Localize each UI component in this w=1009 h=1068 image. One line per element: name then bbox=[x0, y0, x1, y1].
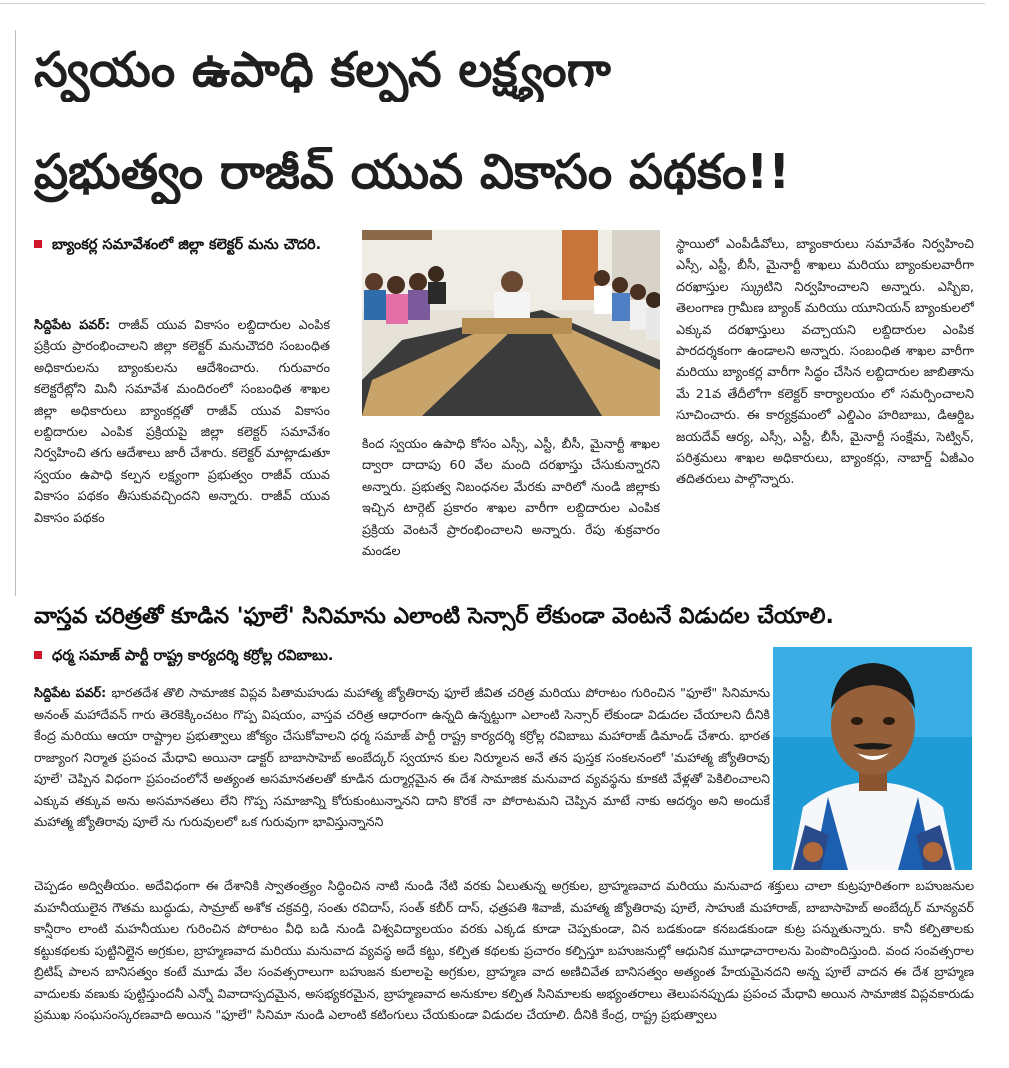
article1-col3-text: స్థాయిలో ఎంపీడీవోలు, బ్యాంకారులు సమావేశం నిర్వహించి ఎస్సీ, ఎస్టీ, బీసీ, మైనార్టీ శాఖలు మరియు బ్యాంకులవారీగా దరఖాస్తుల స్క్రుటిని నిర్వహించాలని అన్నారు. ఎస్బిఐ, తెలంగాణ గ్రామీణ బ్యాంక్ మరియు యూనియన్ బ్యాంకులలో ఎక్కువ దరఖాస్తులు వచ్చాయని లబ్దిదారుల ఎంపిక పారదర్శకంగా ఉండాలని అన్నారు. సంబంధిత శాఖల వారీగా మరియు బ్యాంకర్ల వారీగా సిద్ధం చేసిన లబ్దిదారుల జాబితాను మే 21వ తేదీలోగా కలెక్టర్ కార్యాలయం లో సమర్పించాలని సూచించారు. ఈ కార్యక్రమంలో ఎల్డిఎం హరిబాబు, డిఆర్డిఒ జయదేవ్ ఆర్య, ఎస్సీ, ఎస్టీ, బీసీ, మైనార్టీ సంక్షేమ, సెట్విన్, పరిశ్రమలు శాఖల అధికారులు, బ్యాంకర్లు, నాబార్డ్ ఏజీఎం తదితరులు పాల్గొన్నారు. bbox=[676, 237, 974, 488]
article2-body1-text: భారతదేశ తొలి సామాజిక విప్లవ పితామహుడు మహాత్మ జ్యోతిరావు ఫూలే జీవిత చరిత్ర మరియు పోరాటం గురించిన "ఫూలే" సినిమాను అనంత్ మహాదేవన్ గారు తెరకెక్కించటం గొప్ప విషయం, వాస్తవ చరిత్ర ఆధారంగా ఉన్నది ఉన్నట్టుగా ఎలాంటి సెన్సార్ లేకుండా విడుదల చేయాలని దీనికి కేంద్ర మరియు ఆయా రాష్ట్రాల ప్రభుత్వాలు జోక్యం చేసుకోవాలని ధర్మ సమాజ్ పార్టీ రాష్ట్ర కార్యదర్శి కర్రోల్ల రవిబాబు మహారాజ్ డిమాండ్ చేశారు. భారత రాజ్యాంగ నిర్మాత ప్రపంచ మేధావి అయినా డాక్టర్ బాబాసాహెబ్ అంబేద్కర్ స్వయాన కుల నిర్మూలన అనే తన పుస్తక సంకలనంలో 'మహాత్మ జ్యోతిరావు పూలే' చెప్పిన విధంగా ప్రపంచంలోనే అత్యంత అసమానతలతో కూడిన దుర్మార్గమైన ఈ దేశ సామాజిక మనువాద వ్యవస్థను కూకటి వేళ్లతో పెకిలించాలని ఎక్కువ తక్కువ అను అసమానతలు లేని గొప్ప సమాజాన్ని కోరుకుంటున్నానని దాని కొరకే నా పోరాటమని చెప్పిన మాటే నాకు ఆదర్శం అని అందుకే మహాత్మ జ్యోతిరావు పూలే ను గురువులలో ఒక గురువుగా భావిస్తున్నానని bbox=[34, 685, 770, 829]
article1-column-2 bbox=[362, 434, 660, 576]
article2-body-part-2 bbox=[34, 875, 974, 1065]
article1-bullet bbox=[34, 234, 334, 256]
dateline: సిద్దిపేట పవర్ bbox=[34, 685, 102, 700]
article1-col1-text: రాజీవ్ యువ వికాసం లబ్దిదారుల ఎంపిక ప్రక్రియ ప్రారంభించాలని జిల్లా కలెక్టర్ మనుచౌదరి సంబంధిత అధికారులను బ్యాంకులను ఆదేశించారు. గురువారం కలెక్టరేట్లోని మినీ సమావేశ మందిరంలో సంబంధిత శాఖల జిల్లా అధికారులు బ్యాంకర్లతో రాజీవ్ యువ వికాసం లబ్దిదారుల ఎంపిక ప్రక్రియపై జిల్లా కలెక్టర్ సమావేశం నిర్వహించి తగు ఆదేశాలు జారీ చేశారు. కలెక్టర్ మాట్లాడుతూ స్వయం ఉపాధి కల్పన లక్ష్యంగా ప్రభుత్వం రాజీవ్ యువ వికాసం పథకం తీసుకువచ్చిందని అన్నారు. రాజీవ్ యువ వికాసం పథకం bbox=[34, 318, 330, 526]
meeting-photo bbox=[362, 230, 660, 416]
article1-bullet-text: బ్యాంకర్ల సమావేశంలో జిల్లా కలెక్టర్ మను చౌదరి. bbox=[52, 237, 322, 253]
article2-bullet bbox=[34, 645, 734, 667]
portrait-photo bbox=[773, 647, 972, 870]
column-rule bbox=[15, 30, 16, 596]
dateline: సిద్దిపేట పవర్ bbox=[34, 318, 105, 333]
article2-bullet-text: ధర్మ సమాజ్ పార్టీ రాష్ట్ర కార్యదర్శి కర్రోల్ల రవిబాబు. bbox=[52, 648, 334, 664]
article2-body-part-1: సిద్దిపేట పవర్: భారతదేశ తొలి సామాజిక విప్లవ పితామహుడు మహాత్మ జ్యోతిరావు ఫూలే జీవిత చరిత్ర మరియు పోరాటం గురించిన "ఫూలే" సినిమాను అనంత్ మహాదేవన్ గారు తెరకెక్కించటం గొప్ప విషయం, వాస్తవ చరిత్ర ఆధారంగా ఉన్నది ఉన్నట్టుగా ఎలాంటి సెన్సార్ లేకుండా విడుదల చేయాలని దీనికి కేంద్ర మరియు ఆయా రాష్ట్రాల ప్రభుత్వాలు జోక్యం చేసుకోవాలని ధర్మ సమాజ్ పార్టీ రాష్ట్ర కార్యదర్శి కర్రోల్ల రవిబాబు మహారాజ్ డిమాండ్ చేశారు. భారత రాజ్యాంగ నిర్మాత ప్రపంచ మేధావి అయినా డాక్టర్ బాబాసాహెబ్ అంబేద్కర్ స్వయాన కుల నిర్మూలన అనే తన పుస్తక సంకలనంలో 'మహాత్మ జ్యోతిరావు పూలే' చెప్పిన విధంగా ప్రపంచంలోనే అత్యంత అసమానతలతో కూడిన దుర్మార్గమైన ఈ దేశ సామాజిక మనువాద వ్యవస్థను కూకటి వేళ్లతో పెకిలించాలని ఎక్కువ తక్కువ అను అసమానతలు లేని గొప్ప సమాజాన్ని కోరుకుంటున్నానని దాని కొరకే నా పోరాటమని చెప్పిన మాటే నాకు ఆదర్శం అని అందుకే మహాత్మ జ్యోతిరావు పూలే ను గురువులలో ఒక గురువుగా భావిస్తున్నానని bbox=[34, 685, 770, 829]
article2-headline: వాస్తవ చరిత్రతో కూడిన 'ఫూలే' సినిమాను ఎలాంటి సెన్సార్ లేకుండా వెంటనే విడుదల చేయాలి. bbox=[34, 604, 834, 629]
headline-line-2: ప్రభుత్వం రాజీవ్ యువ వికాసం పథకం!! bbox=[34, 144, 791, 200]
top-rule bbox=[0, 3, 985, 4]
headline-line-1: స్వయం ఉపాధి కల్పన లక్ష్యంగా bbox=[34, 42, 611, 98]
article2-body2-text: చెప్పడం అద్వితీయం. అదేవిధంగా ఈ దేశానికి స్వాతంత్ర్యం సిద్ధించిన నాటి నుండి నేటి వరకు ఏలుతున్న అగ్రకుల, బ్రాహ్మణవాద మరియు మనువాద శక్తులు చాలా కుట్రపూరితంగా బహుజనుల మహనీయులైన గౌతమ బుద్ధుడు, సామ్రాట్ అశోక చక్రవర్తి, సంతు రవిదాస్, సంత్ కబీర్ దాస్, ఛత్రపతి శివాజీ, మహాత్మ జ్యోతిరావు పూలే, సాహుజీ మహారాజ్, బాబాసాహెబ్ అంబేద్కర్ మాన్యవర్ కాన్షీరాం లాంటి మహనీయుల గురించిన పోరాటం వీధి బడి నుండి విశ్వవిద్యాలయం వరకు ఎక్కడ కూడా చెప్పకుండా, విన బడకుండా కనబడకుండా కుట్ర పన్నుతున్నారు. కానీ కల్పితాలకు కట్టుకథలకు పుట్టినిల్లైన అగ్రకుల, బ్రాహ్మణవాద మరియు మనువాద వ్యవస్థ అదే కట్టు, కల్పిత కథలకు ప్రచారం కల్పిస్తూ బహుజనుల్లో ఆధునిక మూఢాచారాలను పెంపొందిస్తుంది. వంద సంవత్సరాల బ్రిటిష్ పాలన బానిసత్వం కంటే మూడు వేల సంవత్సరాలుగా బహుజన కులాలపై అగ్రకుల, బ్రాహ్మణ వాద అణిచివేత బానిసత్వం అత్యంత హేయమైనదని అన్న పూలే వాదన ఈ దేశ బ్రాహ్మణ వాదులకు వణుకు పుట్టిస్తుందనీ ఎన్నో వివాదాస్పదమైన, అసభ్యకరమైన, బ్రాహ్మణవాద అనుకూల కల్పిత సినిమాలకు అభ్యంతరాలు తెలుపనప్పుడు ప్రపంచ మేధావి అయిన సామాజిక విప్లవకారుడు ప్రముఖ సంఘసంస్కరణవాది అయిన "ఫూలే" సినిమా నుండి ఎలాంటి కటింగులు చేయకుండా విడుదల చేయాలి. దీనికి కేంద్ర, రాష్ట్ర ప్రభుత్వాలు bbox=[34, 878, 974, 1022]
article1-col2-text: కింద స్వయం ఉపాధి కోసం ఎస్సీ, ఎస్టీ, బీసీ, మైనార్టీ శాఖల ద్వారా దాదాపు 60 వేల మంది దరఖాస్తు చేసుకున్నారని అన్నారు. ప్రభుత్వ నిబంధనల మేరకు వారిలో నుండి జిల్లాకు ఇచ్చిన టార్గెట్ ప్రకారం శాఖల వారీగా లబ్దిదారుల ఎంపిక ప్రక్రియ వెంటనే ప్రారంభించాలని అన్నారు. రేపు శుక్రవారం మండల bbox=[362, 437, 660, 560]
article1-column-1: సిద్దిపేట పవర్: రాజీవ్ యువ వికాసం లబ్దిదారుల ఎంపిక ప్రక్రియ ప్రారంభించాలని జిల్లా కలెక్టర్ మనుచౌదరి సంబంధిత అధికారులను బ్యాంకులను ఆదేశించారు. గురువారం కలెక్టరేట్లోని మినీ సమావేశ మందిరంలో సంబంధిత శాఖల జిల్లా అధికారులు బ్యాంకర్లతో రాజీవ్ యువ వికాసం లబ్దిదారుల ఎంపిక ప్రక్రియపై జిల్లా కలెక్టర్ సమావేశం నిర్వహించి తగు ఆదేశాలు జారీ చేశారు. కలెక్టర్ మాట్లాడుతూ స్వయం ఉపాధి కల్పన లక్ష్యంగా ప్రభుత్వం రాజీవ్ యువ వికాసం పథకం తీసుకువచ్చిందని అన్నారు. రాజీవ్ యువ వికాసం పథకం bbox=[34, 318, 330, 526]
article1-column-3 bbox=[676, 234, 974, 576]
bullet-square-icon bbox=[34, 651, 42, 659]
bullet-square-icon bbox=[34, 240, 42, 248]
